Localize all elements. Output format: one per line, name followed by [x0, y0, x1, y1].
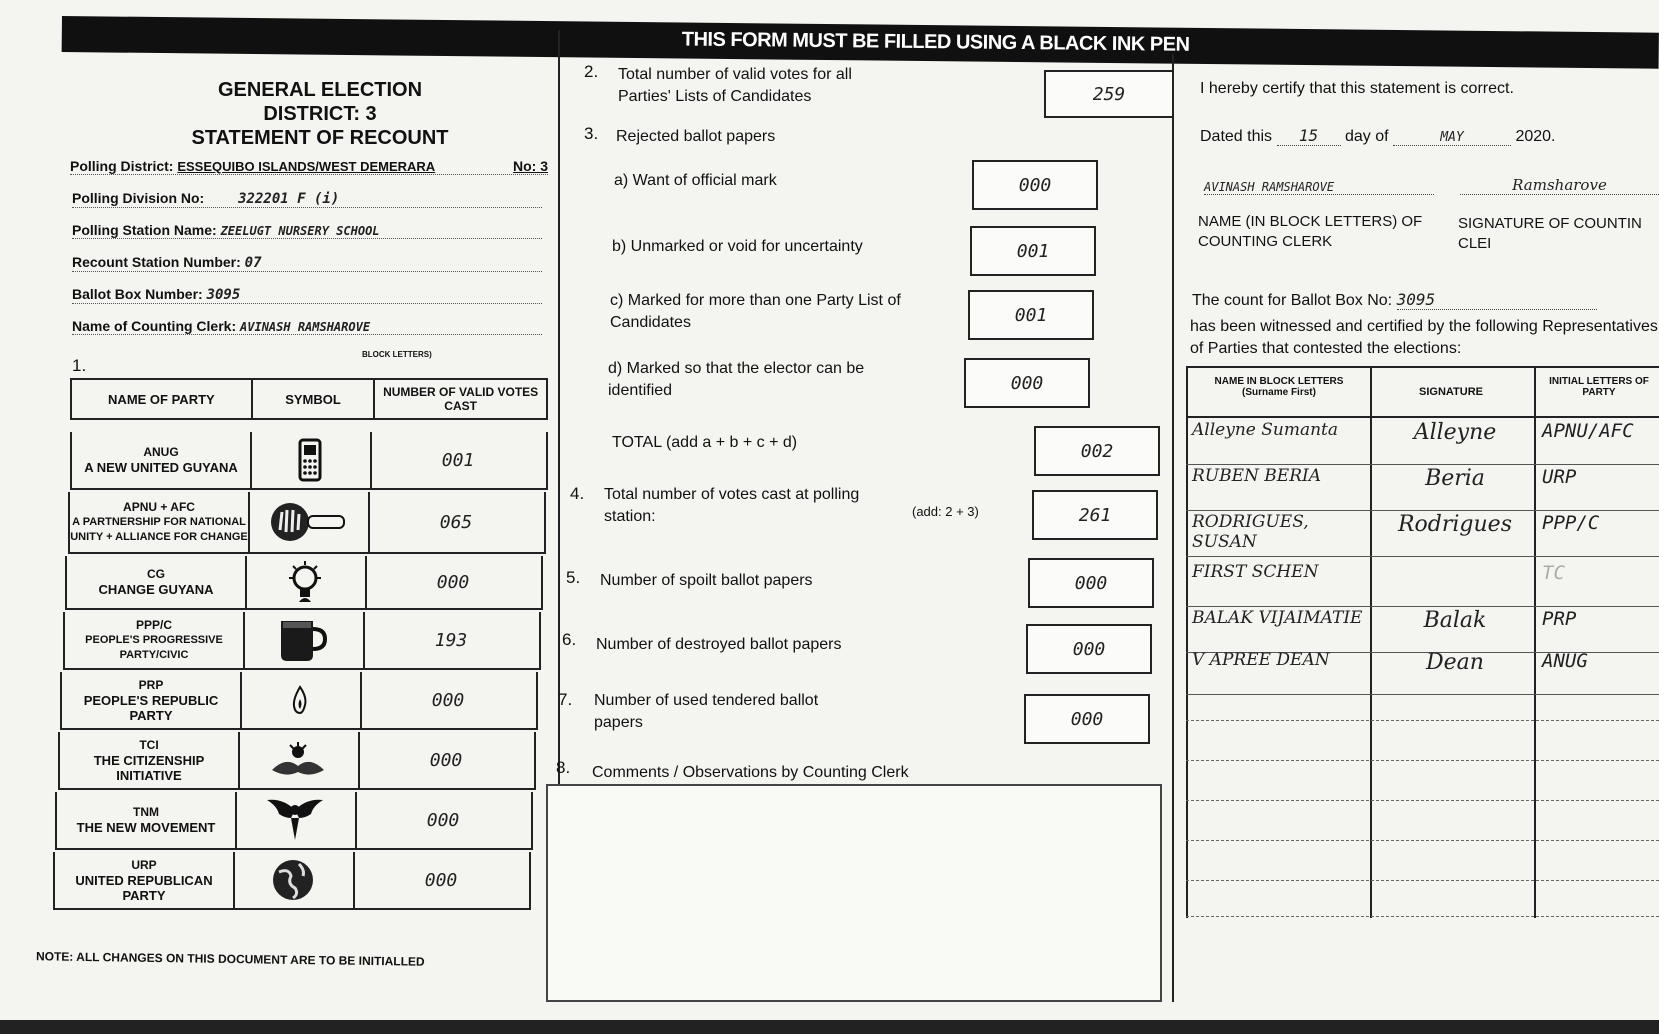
rep-name: RUBEN BERIA [1192, 466, 1322, 486]
party-full-name: UNITED REPUBLICAN PARTY [75, 872, 213, 903]
party-full-name: PEOPLE'S PROGRESSIVE PARTY/CIVIC [85, 633, 223, 661]
party-row [55, 792, 533, 850]
party-row [58, 732, 536, 790]
party-votes-value: 000 [426, 810, 460, 831]
rep-party-initials: URP [1542, 466, 1577, 488]
comments-box[interactable] [546, 784, 1162, 1002]
block-letters-note: BLOCK LETTERS) [362, 350, 432, 359]
flower-icon [238, 732, 360, 788]
right-panel-border [1172, 54, 1174, 1002]
count-ballot-box-line: The count for Ballot Box No: 3095 [1192, 290, 1659, 310]
rep-name: V APREE DEAN [1192, 650, 1330, 670]
q6-value-box: 000 [1026, 624, 1152, 674]
bulb-icon [245, 556, 367, 608]
q2-value-box: 259 [1044, 70, 1174, 118]
bottom-edge-shadow [0, 1020, 1659, 1034]
party-full-name: PEOPLE'S REPUBLIC PARTY [83, 692, 219, 723]
q3d-value-box: 000 [964, 358, 1090, 408]
q3c-label: c) Marked for more than one Party List of Candidates [610, 292, 901, 331]
party-abbreviation: CG [147, 567, 165, 581]
party-votes-value: 000 [436, 572, 470, 593]
party-abbreviation: URP [131, 857, 157, 872]
q3-label: Rejected ballot papers [616, 128, 776, 145]
ink-instruction-banner: THIS FORM MUST BE FILLED USING A BLACK INK PEN [62, 16, 1659, 69]
rep-signature: Balak [1423, 608, 1487, 633]
party-full-name: A PARTNERSHIP FOR NATIONAL UNITY + ALLIANCE FOR CHANGE [70, 515, 248, 543]
party-name-cell [57, 792, 237, 848]
clerk-name-label: NAME (IN BLOCK LETTERS) OF COUNTING CLERK [1198, 213, 1423, 250]
q3d-label: d) Marked so that the elector can be identified [608, 360, 865, 399]
q5-label: Number of spoilt ballot papers [600, 572, 813, 589]
party-name-cell [67, 556, 247, 608]
polling-station-field: Polling Station Name: ZEELUGT NURSERY SCHOOL [72, 222, 542, 239]
hand-key-icon [248, 492, 370, 552]
party-name-cell [62, 672, 242, 728]
polling-district-field: Polling District: ESSEQUIBO ISLANDS/WEST DEMERARA No: 3 [70, 158, 548, 174]
q4-label: Total number of votes cast at polling station: [604, 486, 860, 525]
party-row [68, 492, 546, 554]
clerk-signature-label: SIGNATURE OF COUNTIN CLEI [1458, 215, 1642, 252]
rep-header-signature: SIGNATURE [1419, 386, 1483, 398]
note-text: NOTE: ALL CHANGES ON THIS DOCUMENT ARE TO BE INITIALLED [35, 949, 425, 969]
clerk-signature: Ramsharove [1460, 176, 1659, 195]
witness-text: has been witnessed and certified by the following Representatives of Parties that contested the elections: [1190, 318, 1658, 357]
q3a-value-box: 000 [972, 160, 1098, 210]
party-abbreviation: PPP/C [135, 617, 172, 632]
rep-party-initials: PPP/C [1542, 512, 1600, 534]
q3c-value-box: 001 [968, 290, 1094, 340]
rep-party-initials: PRP [1542, 608, 1577, 630]
q3b-value-box: 001 [970, 226, 1096, 276]
rep-name: RODRIGUES, SUSAN [1192, 512, 1309, 552]
cup-icon [243, 612, 365, 668]
rep-signature: Dean [1426, 650, 1484, 675]
party-votes-value: 000 [424, 870, 458, 891]
party-full-name: THE CITIZENSHIP INITIATIVE [93, 752, 205, 783]
party-name-cell [60, 732, 240, 788]
rep-party-initials: ANUG [1542, 650, 1588, 672]
rep-signature: Beria [1425, 466, 1485, 491]
q4-add-note: (add: 2 + 3) [912, 504, 979, 519]
certify-text: I hereby certify that this statement is correct. [1200, 80, 1514, 97]
q5-number: 5. [566, 568, 581, 587]
q7-number: 7. [558, 690, 573, 709]
party-abbreviation: PRP [138, 677, 164, 692]
q8-number: 8. [556, 758, 571, 777]
rep-header-party: INITIAL LETTERS OF PARTY [1549, 376, 1649, 398]
rep-signature: Rodrigues [1397, 512, 1512, 537]
party-abbreviation: APNU + AFC [123, 499, 195, 514]
header-symbol: SYMBOL [252, 379, 375, 419]
q4-value-box: 261 [1032, 490, 1158, 540]
polling-division-field: Polling Division No: 322201 F (i) [72, 190, 542, 208]
party-row [60, 672, 538, 730]
rep-header-name: NAME IN BLOCK LETTERS (Surname First) [1214, 376, 1344, 398]
recount-station-field: Recount Station Number: 07 [72, 254, 542, 272]
q4-number: 4. [570, 484, 585, 503]
globe-icon [233, 852, 355, 908]
q3a-label: a) Want of official mark [614, 172, 777, 189]
table-header-row [71, 379, 547, 419]
ballot-box-field: Ballot Box Number: 3095 [72, 286, 542, 304]
dated-line: Dated this 15 day of MAY 2020. [1200, 126, 1556, 145]
header-votes: NUMBER OF VALID VOTES CAST [374, 379, 547, 419]
representatives-table [1186, 366, 1659, 918]
party-name-cell [72, 432, 252, 488]
party-full-name: A NEW UNITED GUYANA [84, 460, 238, 475]
party-votes-value: 000 [431, 690, 465, 711]
party-row [53, 852, 531, 910]
party-row [63, 612, 541, 670]
rep-signature: Alleyne [1413, 420, 1497, 445]
party-votes-value: 000 [429, 750, 463, 771]
header-party-name: NAME OF PARTY [71, 379, 252, 419]
q8-label: Comments / Observations by Counting Clerk [592, 764, 909, 781]
eagle-icon [235, 792, 357, 848]
party-full-name: THE NEW MOVEMENT [76, 820, 216, 835]
party-abbreviation: ANUG [143, 445, 179, 459]
counting-clerk-field: Name of Counting Clerk: AVINASH RAMSHAROVE [72, 318, 542, 335]
total-label: TOTAL (add a + b + c + d) [612, 434, 798, 451]
clerk-name-value: AVINASH RAMSHAROVE [1204, 180, 1434, 195]
rep-name: BALAK VIJAIMATIE [1192, 608, 1363, 628]
q7-value-box: 000 [1024, 694, 1150, 744]
party-abbreviation: TCI [139, 737, 159, 752]
rep-party-initials: TC [1542, 562, 1565, 584]
party-votes-value: 001 [441, 450, 475, 471]
party-name-cell [65, 612, 245, 668]
q5-value-box: 000 [1028, 558, 1154, 608]
total-value-box: 002 [1034, 426, 1160, 476]
rep-name: FIRST SCHEN [1192, 562, 1319, 582]
phone-icon [250, 432, 372, 488]
q3-number: 3. [584, 124, 599, 143]
section-1-number: 1. [72, 356, 87, 375]
flame-icon [240, 672, 362, 728]
q2-label: Total number of valid votes for all Parties' Lists of Candidates [618, 66, 852, 105]
q6-number: 6. [562, 630, 577, 649]
q7-label: Number of used tendered ballot papers [594, 692, 819, 731]
party-full-name: CHANGE GUYANA [98, 582, 214, 597]
party-votes-value: 065 [439, 512, 473, 533]
q6-label: Number of destroyed ballot papers [596, 636, 842, 653]
party-votes-value: 193 [434, 630, 468, 651]
party-name-cell [70, 492, 250, 552]
party-votes-table [70, 378, 548, 420]
form-title: GENERAL ELECTION DISTRICT: 3 STATEMENT OF RECOUNT [191, 79, 449, 149]
rep-name: Alleyne Sumanta [1192, 420, 1338, 440]
party-row [65, 556, 543, 610]
party-name-cell [55, 852, 235, 908]
q3b-label: b) Unmarked or void for uncertainty [612, 238, 863, 255]
rep-party-initials: APNU/AFC [1542, 420, 1634, 442]
q2-number: 2. [584, 62, 599, 81]
party-row [70, 432, 548, 490]
party-abbreviation: TNM [133, 805, 159, 819]
